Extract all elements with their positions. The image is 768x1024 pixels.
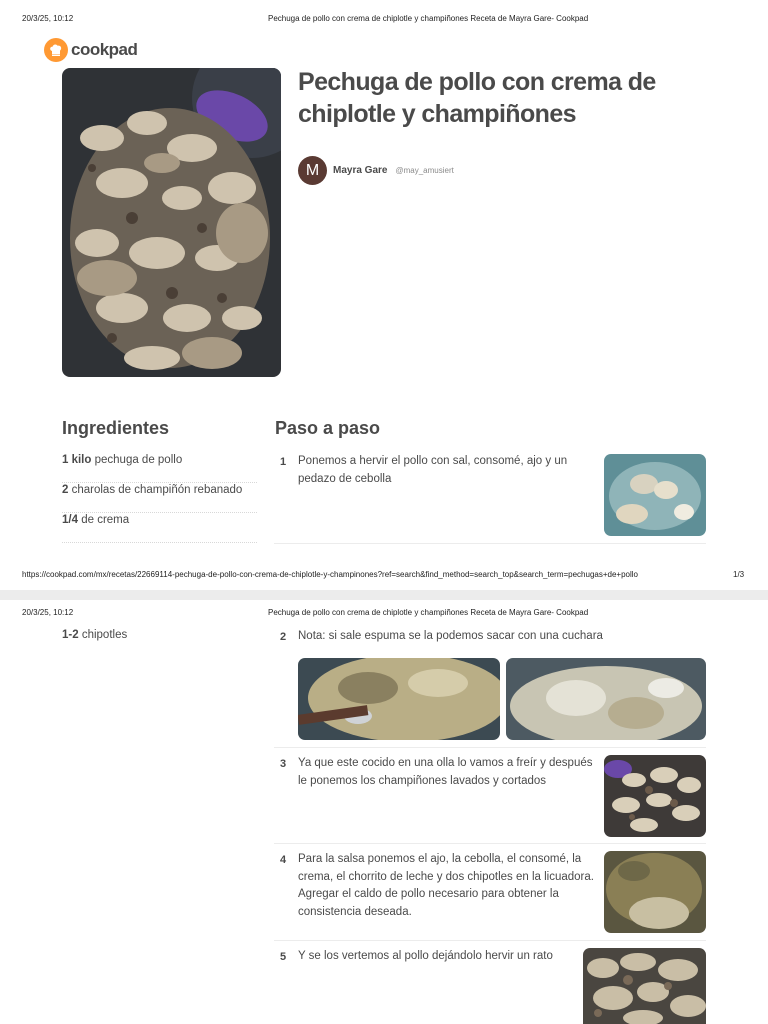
step-text: Nota: si sale espuma se la podemos sacar con una cuchara [298, 630, 603, 642]
step-number: 3 [280, 758, 287, 770]
print-url: https://cookpad.com/mx/recetas/22669114-pechuga-de-pollo-con-crema-de-chiplotle-y-champinones?ref=search&find_method=search_top&search_term=pechugas+de+pollo [22, 570, 638, 579]
step-number: 2 [280, 631, 287, 643]
step-divider [274, 747, 706, 748]
step-text: Ya que este cocido en una olla lo vamos a freír y después le ponemos los champiñones lavados y cortados [298, 757, 593, 787]
step-5-photo [583, 948, 706, 1024]
author-name[interactable]: Mayra Gare [333, 165, 388, 176]
cookpad-logo[interactable] [44, 38, 137, 62]
print-datetime: 20/3/25, 10:12 [22, 608, 74, 617]
author-handle: @may_amusiert [395, 166, 454, 175]
step-2-photo-a [298, 658, 500, 740]
print-doc-title: Pechuga de pollo con crema de chiplotle y champiñones Receta de Mayra Gare- Cookpad [268, 608, 589, 617]
ingredient-qty: 1-2 [62, 629, 79, 641]
step-text: Y se los vertemos al pollo dejándolo hervir un rato [298, 950, 553, 962]
step-divider [274, 843, 706, 844]
ingredient-qty: 1 kilo [62, 454, 92, 466]
step-divider [274, 543, 706, 544]
print-doc-title: Pechuga de pollo con crema de chiplotle y champiñones Receta de Mayra Gare- Cookpad [268, 14, 589, 23]
step-number: 4 [280, 854, 287, 866]
step-1-photo [604, 454, 706, 536]
recipe-hero-image [62, 68, 281, 377]
ingredient-qty: 1/4 [62, 514, 78, 526]
author-info[interactable] [298, 156, 454, 185]
ingredient-item [62, 513, 257, 543]
step-number: 1 [280, 456, 287, 468]
chef-hat-icon [44, 38, 68, 62]
step-2-photo-b [506, 658, 706, 740]
steps-heading: Paso a paso [275, 418, 381, 438]
ingredient-item [62, 453, 257, 483]
ingredient-name: chipotles [81, 629, 128, 641]
ingredient-name: de crema [81, 514, 130, 526]
step-text: Para la salsa ponemos el ajo, la cebolla, el consomé, la crema, el chorrito de leche y dos chipotles en la licuadora. Agregar el caldo de pollo necesario para obtener la consistencia deseada. [298, 853, 594, 918]
step-4-photo [604, 851, 706, 933]
print-page-number: 1/3 [733, 570, 745, 579]
ingredient-name: charolas de champiñón rebanado [71, 484, 243, 496]
ingredient-item [62, 628, 257, 658]
ingredient-qty: 2 [62, 484, 69, 496]
ingredients-heading: Ingredientes [62, 418, 170, 438]
avatar[interactable]: M [298, 156, 327, 185]
print-datetime: 20/3/25, 10:12 [22, 14, 74, 23]
step-divider [274, 940, 706, 941]
recipe-title: Pechuga de pollo con crema de chiplotle y champiñones [298, 68, 656, 128]
page-break [0, 590, 768, 600]
ingredient-name: pechuga de pollo [94, 454, 183, 466]
ingredient-item [62, 483, 257, 513]
step-number: 5 [280, 951, 287, 963]
brand-name: cookpad [71, 40, 138, 59]
step-3-photo [604, 755, 706, 837]
step-text: Ponemos a hervir el pollo con sal, consomé, ajo y un pedazo de cebolla [298, 455, 568, 485]
